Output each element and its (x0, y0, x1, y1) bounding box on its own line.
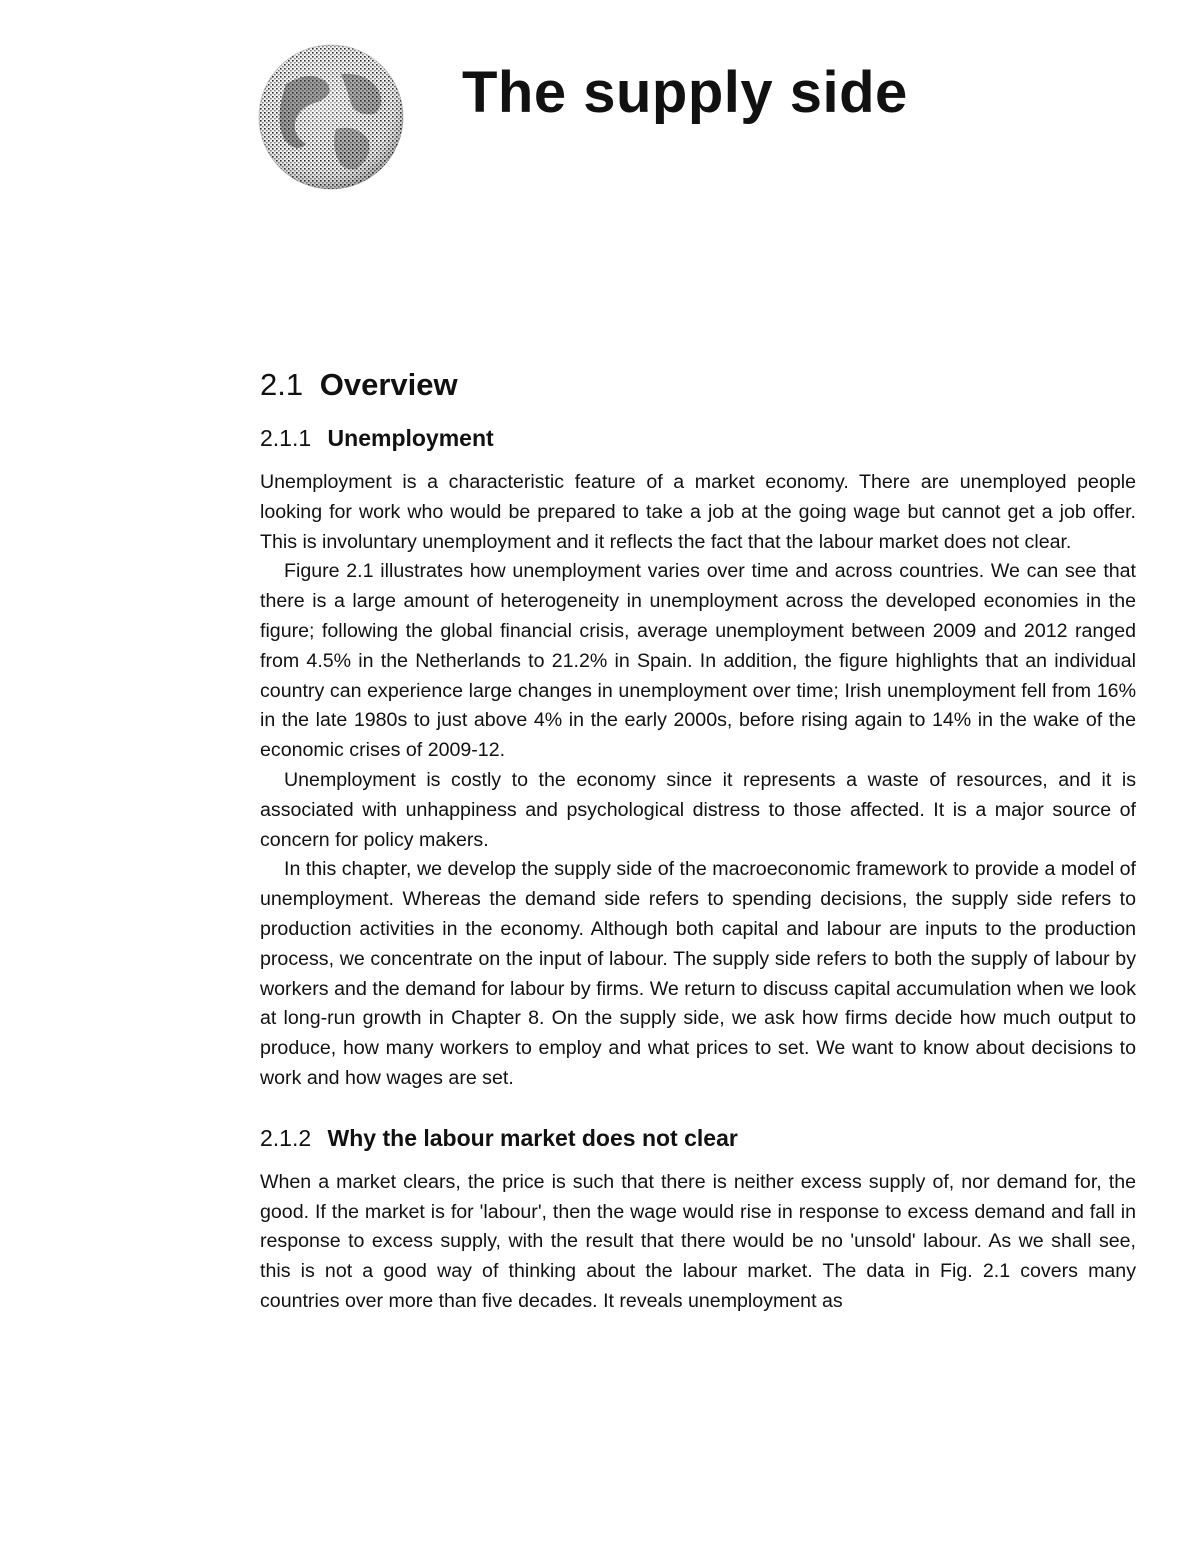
subsection-number: 2.1.2 (260, 1124, 312, 1151)
subsection-heading-labour-market (260, 1122, 1136, 1154)
paragraph: In this chapter, we develop the supply side of the macroeconomic framework to provide a model of unemployment. Whereas the demand side refers to spending decisions, the supply side refers to production activities in the economy. Although both capital and labour are inputs to the production process, we concentrate on the input of labour. The supply side refers to both the supply of labour by workers and the demand for labour by firms. We return to discuss capital accumulation when we look at long-run growth in Chapter 8. On the supply side, we ask how firms decide how much output to produce, how many workers to employ and what prices to set. We want to know about decisions to work and how wages are set. (260, 858, 1136, 1089)
section-gap (260, 1094, 1136, 1122)
paragraph: When a market clears, the price is such that there is neither excess supply of, nor demand for, the good. If the market is for 'labour', then the wage would rise in response to excess demand and fall in response to excess supply, with the result that there would be no 'unsold' labour. As we shall see, this is not a good way of thinking about the labour market. The data in Fig. 2.1 covers many countries over more than five decades. It reveals unemployment as (260, 1170, 1136, 1312)
paragraph: Unemployment is a characteristic feature of a market economy. There are unemployed people looking for work who would be prepared to take a job at the going wage but cannot get a job offer. This is involuntary unemployment and it reflects the fact that the labour market does not clear. (260, 471, 1136, 553)
paragraph: Unemployment is costly to the economy since it represents a waste of resources, and it is associated with unhappiness and psychological distress to those affected. It is a major source of concern for policy makers. (260, 768, 1136, 851)
page-content (260, 362, 1136, 1317)
subsection-number: 2.1.1 (260, 425, 312, 451)
subsection-title: Why the labour market does not clear (327, 1124, 738, 1151)
section-title: Overview (319, 367, 458, 402)
paragraph: Figure 2.1 illustrates how unemployment varies over time and across countries. We can see that there is a large amount of heterogeneity in unemployment across the developed economies in the figure; following the global financial crisis, average unemployment between 2009 and 2012 ranged from 4.5% in the Netherlands to 21.2% in Spain. In addition, the figure highlights that an individual country can experience large changes in unemployment over time; Irish unemployment fell from 16% in the late 1980s to just above 4% in the early 2000s, before rising again to 14% in the wake of the economic crises of 2009-12. (260, 560, 1136, 762)
chapter-title: The supply side (462, 60, 908, 125)
subsection-heading-unemployment (260, 422, 1136, 454)
section-number: 2.1 (260, 367, 304, 402)
section-heading (260, 362, 1136, 408)
subsection-title: Unemployment (327, 425, 494, 451)
stippled-globe-icon (256, 44, 406, 190)
